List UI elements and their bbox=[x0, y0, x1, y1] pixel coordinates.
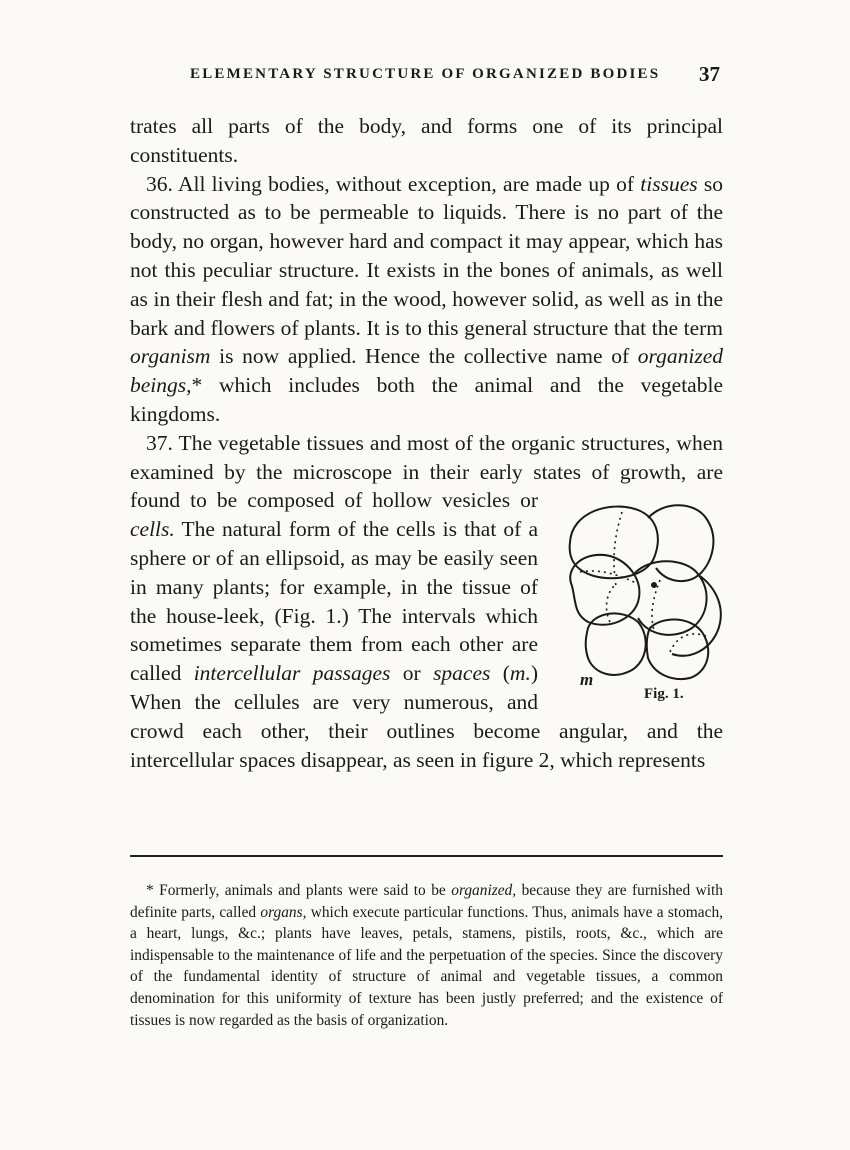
text-run: because they are furnished with definite parts, called bbox=[130, 882, 724, 921]
footnote-text bbox=[130, 880, 723, 1031]
running-title: ELEMENTARY STRUCTURE OF ORGANIZED BODIES bbox=[190, 66, 661, 82]
italic-term: organized beings, bbox=[130, 344, 723, 398]
text-run: * Formerly, animals and plants were said to be bbox=[146, 882, 452, 899]
paragraph-continued: trates all parts of the body, and forms one of its principal constituents. bbox=[130, 114, 723, 167]
italic-term: organs, bbox=[260, 903, 307, 921]
italic-term: organized, bbox=[451, 882, 517, 899]
text-run: 37. The vegetable tissues and most of the organic structures, when examined by the microscope in their early states of growth, are found to be composed of hollow vesicles or bbox=[130, 430, 723, 513]
text-run: 36. All living bodies, without exception, are made up of bbox=[146, 171, 641, 196]
figure-caption: Fig. 1. bbox=[644, 686, 684, 703]
italic-term: organism bbox=[130, 344, 211, 369]
paragraph-36 bbox=[130, 170, 723, 429]
footnote bbox=[130, 880, 723, 1031]
text-run: so constructed as to be permeable to liquids. There is no part of the body, no organ, however hard and compact it may appear, which has not this peculiar structure. It exists in the bones of animals, as well as in their flesh and fat; in the wood, however solid, as well as in the bark and flowers of plants. It is to this general structure that the term bbox=[130, 171, 723, 340]
figure-label-m: m bbox=[580, 670, 594, 690]
footnote-divider bbox=[130, 855, 723, 857]
cell-nucleus-dot bbox=[651, 582, 657, 588]
italic-term: spaces bbox=[433, 661, 491, 686]
text-run: which execute particular functions. Thus, animals have a stomach, a heart, lungs, &c.; plants have leaves, petals, stamens, pistils, roots, &c., which are indispensable to the maintenance of life and the perpetuation of the species. Since the discovery of the fundamental identity of structure of animal and vegetable tissues, a common denomination for this uniformity of texture has been justly preferred; and the existence of tissues is now regarded as the basis of organization. bbox=[130, 903, 723, 1029]
text-run: or bbox=[390, 661, 434, 686]
italic-term: tissues bbox=[640, 171, 698, 196]
text-run: * which includes both the animal and the vegetable kingdoms. bbox=[130, 373, 723, 426]
figure-1 bbox=[550, 490, 725, 705]
paragraph-37 bbox=[130, 429, 723, 775]
text-run: ( bbox=[490, 661, 510, 686]
main-text bbox=[130, 112, 723, 774]
italic-term: cells. bbox=[130, 517, 175, 542]
page-number: 37 bbox=[699, 62, 720, 86]
text-run: ) When the cellules are very numerous, and crowd each other, their outlines become angular, and the intercellular spaces disappear, as seen in figure 2, which represents bbox=[130, 661, 723, 772]
italic-term: m. bbox=[509, 661, 531, 686]
text-run: is now applied. Hence the collective name of bbox=[210, 344, 638, 369]
text-run: The natural form of the cells is that of a sphere or of an ellipsoid, as may be easily seen in many plants; for example, in the tissue of the house-leek, (Fig. 1.) The intervals which sometimes separate them from each other are called bbox=[130, 517, 538, 686]
italic-term: intercellular passages bbox=[193, 661, 391, 686]
